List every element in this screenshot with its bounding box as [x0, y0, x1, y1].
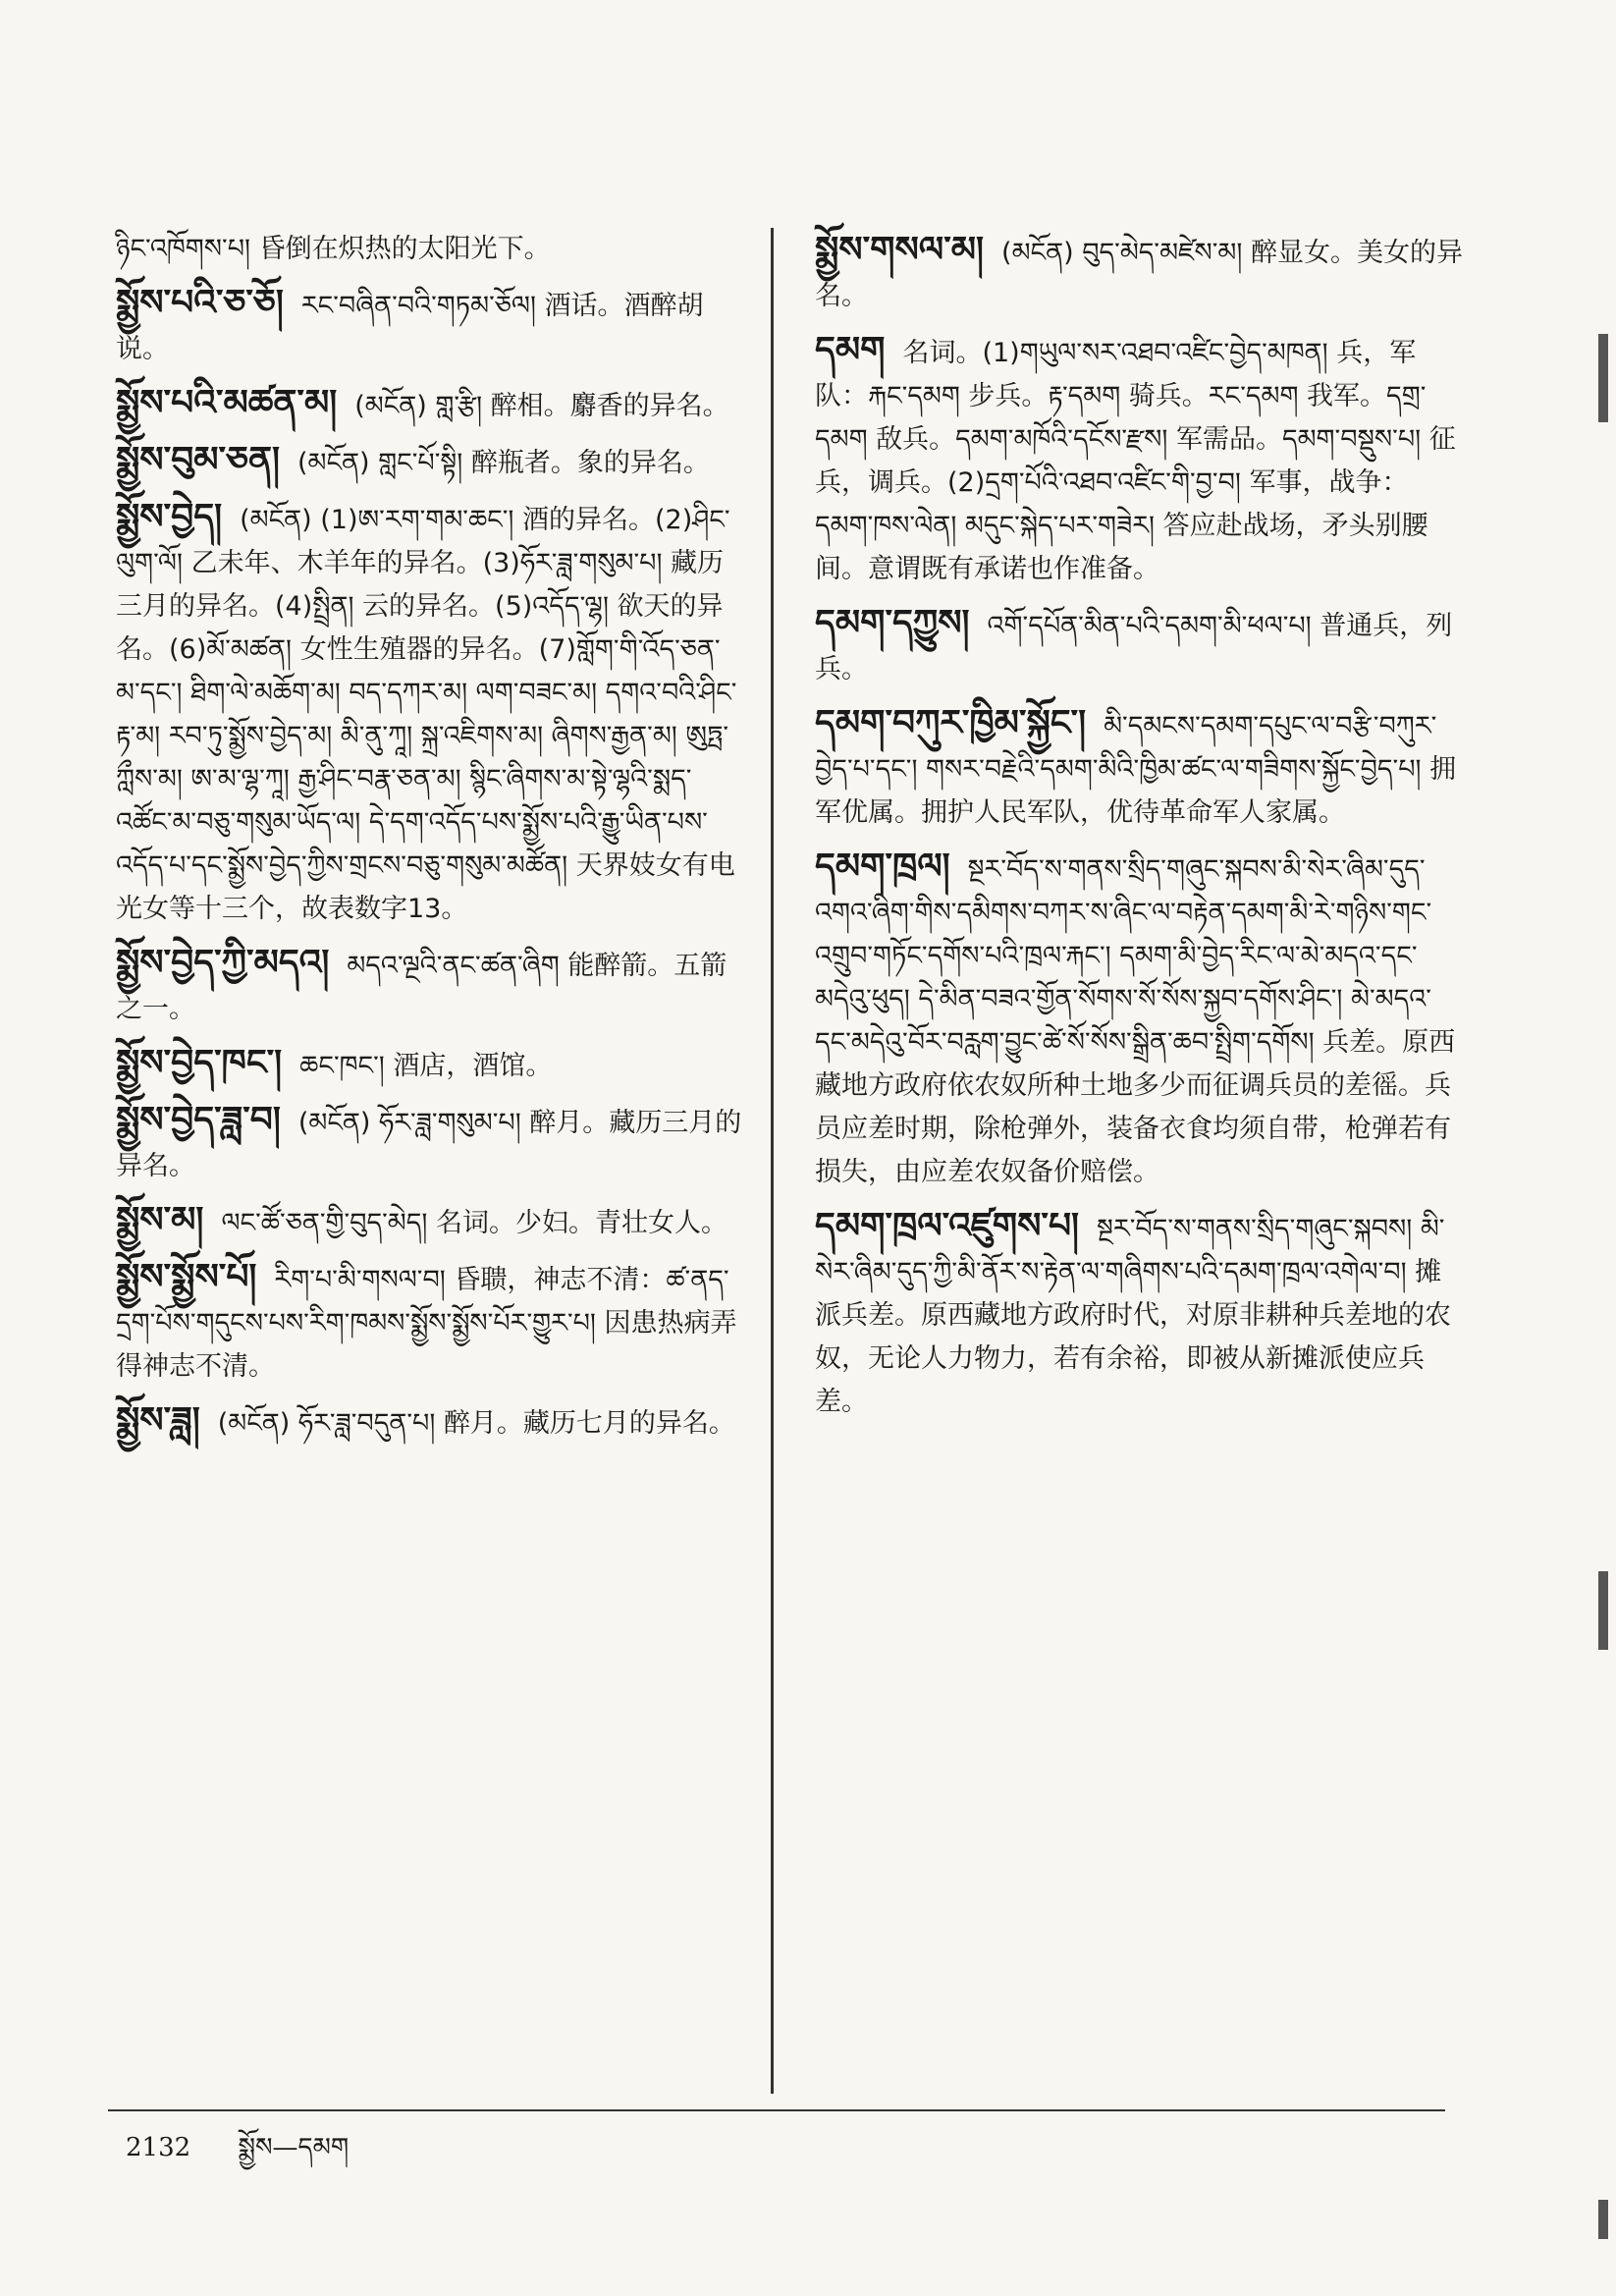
headword: དམག	[815, 329, 886, 370]
definition: མི་དམངས་དམག་དཔུང་ལ་བརྩི་བཀུར་བྱེད་པ་དང་། གསར་བརྗེའི་དམག་མིའི་ཁྱིམ་ཚང་ལ་གཟིགས་སྐྱོང་བྱེད་པ། 拥军优属。拥护人民军队，优待革命军人家属。	[815, 711, 1457, 828]
headword: དམག་བཀུར་ཁྱིམ་སྐྱོང་།	[815, 702, 1087, 743]
definition: སྔར་བོད་ས་གནས་སྲིད་གཞུང་སྐབས་མི་སེར་ཞིམ་དུད་འགའ་ཞིག་གིས་དམིགས་བཀར་ས་ཞིང་ལ་བརྟེན་དམག་མི་རེ་གཉིས་གང་འགྲུབ་གཏོང་དགོས་པའི་ཁྲལ་རྐང་། དམག་མི་བྱེད་རིང་ལ་མེ་མདའ་དང་མདེའུ་ཕུད། དེ་མིན་བཟའ་གྱོན་སོགས་སོ་སོས་སྐྱབ་དགོས་ཤིང་། མེ་མདའ་དང་མདེའུ་བོར་བརླག་བྱུང་ཚེ་སོ་སོས་སྒྲིན་ཆབ་སྤྲིག་དགོས། 兵差。原西藏地方政府依农奴所种土地多少而征调兵员的差徭。兵员应差时期，除枪弹外，装备衣食均须自带，枪弹若有损失，由应差农奴备价赔偿。	[815, 854, 1456, 1187]
definition: རིག་པ་མི་གསལ་བ། 昏聩，神志不清：ཚ་ནད་དྲག་པོས་གདུངས་པས་རིག་ཁམས་སྨྱོས་སྨྱོས་པོར་གྱུར་པ། 因患热病弄得神志不清。	[116, 1265, 737, 1382]
scan-mark	[1598, 2200, 1608, 2239]
definition: (མངོན) གླ་རྩི། 醉相。麝香的异名。	[354, 391, 729, 421]
definition: འགོ་དཔོན་མིན་པའི་དམག་མི་ཕལ་པ། 普通兵，列兵。	[815, 611, 1453, 684]
headword: སྨྱོས་བྱེད་ཟླ་བ།	[116, 1099, 281, 1140]
definition: (མངོན) ཧོར་ཟླ་བདུན་པ། 醉月。藏历七月的异名。	[217, 1408, 735, 1439]
headword: སྨྱོས་གསལ་མ།	[815, 229, 985, 270]
definition: (མངོན) ཧོར་ཟླ་གསུམ་པ། 醉月。藏历三月的异名。	[116, 1108, 742, 1181]
dictionary-entry	[116, 1255, 744, 1389]
headword: སྨྱོས་པའི་མཚན་མ།	[116, 382, 338, 423]
headword: དམག་ཁྲལ།	[815, 846, 950, 887]
dictionary-entry	[815, 845, 1463, 1194]
headword: སྨྱོས་བུམ་ཅན།	[116, 439, 280, 480]
definition: ལང་ཚོ་ཅན་གྱི་བུད་མེད། 名词。少妇。青壮女人。	[221, 1208, 727, 1238]
right-column	[815, 228, 1463, 1434]
definition: སྔར་བོད་ས་གནས་སྲིད་གཞུང་སྐབས། མི་སེར་ཞིམ་དུད་ཀྱི་མི་ནོར་ས་རྟེན་ལ་གཞིགས་པའི་དམག་ཁྲལ་འགེལ་བ། 摊派兵差。原西藏地方政府时代，对原非耕种兵差地的农奴，无论人力物力，若有余裕，即被从新摊派使应兵差。	[815, 1214, 1451, 1417]
headword: སྨྱོས་པའི་ཅ་ཅོ།	[116, 282, 284, 323]
scan-edge-marks	[1589, 39, 1608, 2278]
dictionary-entry	[116, 381, 744, 428]
headword: དམག་དཀྱུས།	[815, 602, 970, 643]
dictionary-entry	[116, 281, 744, 371]
footer-rule	[108, 2109, 1445, 2111]
definition: རང་བཞིན་བའི་གཏམ་ཅོལ། 酒话。酒醉胡说。	[116, 291, 704, 364]
headword: སྨྱོས་བྱེད།	[116, 496, 223, 537]
page-range: སྨྱོས—དམག	[238, 2133, 350, 2162]
definition: (མངོན) གླང་པོ་སྟི། 醉瓶者。象的异名。	[296, 448, 710, 478]
definition: (མངོན) བུད་མེད་མཛེས་མ། 醉显女。美女的异名。	[815, 238, 1463, 311]
headword: སྨྱོས་བྱེད་ཀྱི་མདའ།	[116, 942, 330, 983]
definition: 名词。(1)གཡུལ་སར་འཐབ་འཛིང་བྱེད་མཁན། 兵，军队：རྐང་དམག 步兵。རྟ་དམག 骑兵。རང་དམག 我军。དགྲ་དམག 敌兵。དམག་མཁོའི་དངོས་རྫས། 军需品。དམག་བསྡུས་པ། 征兵，调兵。(2)དྲག་པོའི་འཐབ་འཛིང་གི་བྱ་བ། 军事，战争：དམག་ཁས་ལེན། མདུང་སྐེད་པར་གཟེར། 答应赴战场，矛头别腰间。意谓既有承诺也作准备。	[815, 338, 1456, 584]
headword: སྨྱོས་བྱེད་ཁང་།	[116, 1042, 283, 1083]
dictionary-entry	[116, 495, 744, 931]
dictionary-entry	[116, 1041, 744, 1088]
dictionary-entry	[116, 1198, 744, 1245]
scan-mark	[1598, 334, 1608, 422]
dictionary-entry	[815, 701, 1463, 835]
definition: མདའ་ལྔའི་ནང་ཚན་ཞིག 能醉箭。五箭之一。	[116, 951, 727, 1024]
page-footer	[126, 2119, 388, 2191]
page-number: 2132	[126, 2133, 191, 2162]
definition: ཆང་ཁང་། 酒店，酒馆。	[299, 1051, 553, 1081]
column-divider	[771, 228, 774, 2094]
headword: སྨྱོས་མ།	[116, 1199, 204, 1240]
dictionary-entry	[116, 1098, 744, 1188]
dictionary-entry	[116, 941, 744, 1031]
definition: ཉིང་འཁོགས་པ། 昏倒在炽热的太阳光下。	[116, 234, 551, 264]
headword: སྨྱོས་ཟླ།	[116, 1399, 200, 1441]
definition: (མངོན) (1)ཨ་རག་གམ་ཆང་། 酒的异名。(2)ཤིང་ལུག་ལོ། 乙未年、木羊年的异名。(3)ཧོར་ཟླ་གསུམ་པ། 藏历三月的异名。(4)སྤྲིན། 云的异名。(5)འདོད་ལྷ། 欲天的异名。(6)མོ་མཚན། 女性生殖器的异名。(7)གློག་གི་འོད་ཅན་མ་དང་། ཐིག་ལེ་མཆོག་མ། བད་དཀར་མ། ལག་བཟང་མ། དགའ་བའི་ཤིང་རྟ་མ། རབ་ཏུ་སྨྱོས་བྱེད་མ། མི་ནུ་ཀཱ། སྐྲ་འཇིགས་མ། ཞིགས་རྒྱན་མ། ཨུཏྤ་ཀླྀས་མ། ཨ་མ་ལྷ་ཀཱ། རྒྱ་ཤིང་བརྣ་ཅན་མ། སྙིང་ཞིགས་མ་སྟེ་ལྷའི་སྨད་འཚོང་མ་བཅུ་གསུམ་ཡོད་ལ། དེ་དག་འདོད་པས་སྨྱོས་པའི་རྒྱུ་ཡིན་པས་འདོད་པ་དང་སྨྱོས་བྱེད་ཀྱིས་གྲངས་བཅུ་གསུམ་མཚོན། 天界妓女有电光女等十三个，故表数字13。	[116, 505, 737, 924]
headword: དམག་ཁྲལ་འཛུགས་པ།	[815, 1205, 1080, 1246]
dictionary-entry	[116, 228, 744, 271]
left-column	[116, 228, 744, 1455]
dictionary-entry	[815, 328, 1463, 591]
dictionary-entry	[815, 1204, 1463, 1424]
headword: སྨྱོས་སྨྱོས་པོ།	[116, 1256, 257, 1297]
dictionary-entry	[815, 601, 1463, 691]
dictionary-entry	[116, 438, 744, 485]
dictionary-entry	[815, 228, 1463, 318]
scan-mark	[1598, 1571, 1608, 1650]
dictionary-entry	[116, 1398, 744, 1446]
